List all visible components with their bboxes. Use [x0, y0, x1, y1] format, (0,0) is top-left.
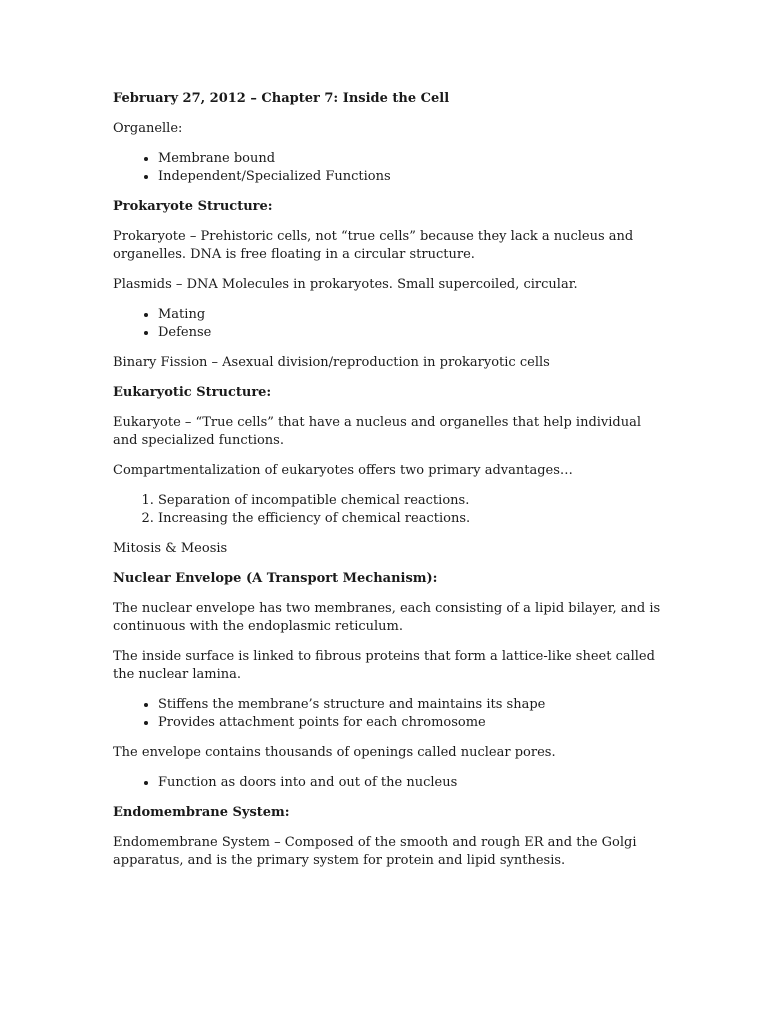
compartment-list	[113, 492, 668, 528]
nuclear-paragraph-1: The nuclear envelope has two membranes, each consisting of a lipid bilayer, and is continuous with the endoplasmic reticulum.	[113, 601, 661, 634]
plasmids-list	[113, 306, 668, 342]
nuclear-envelope-heading: Nuclear Envelope (A Transport Mechanism):	[113, 571, 438, 586]
prokaryote-heading: Prokaryote Structure:	[113, 199, 273, 214]
list-item: • Function as doors into and out of the nucleus	[158, 774, 668, 792]
list-item: • Mating	[158, 306, 668, 324]
organelle-label: Organelle:	[113, 121, 183, 136]
list-item: • Independent/Specialized Functions	[158, 168, 668, 186]
pores-paragraph: The envelope contains thousands of openings called nuclear pores.	[113, 745, 556, 760]
nuclear-paragraph-2: The inside surface is linked to fibrous proteins that form a lattice-like sheet called the nuclear lamina.	[113, 649, 655, 682]
list-item: • Membrane bound	[158, 150, 668, 168]
organelle-list	[113, 150, 668, 186]
eukaryotic-heading: Eukaryotic Structure:	[113, 385, 272, 400]
document-title: February 27, 2012 – Chapter 7: Inside the Cell	[113, 91, 450, 106]
prokaryote-definition: Prokaryote – Prehistoric cells, not “true cells” because they lack a nucleus and organelles. DNA is free floating in a circular structure.	[113, 229, 634, 262]
endomembrane-heading: Endomembrane System:	[113, 805, 290, 820]
mitosis-line: Mitosis & Meosis	[113, 541, 228, 556]
list-item: 2. Increasing the efficiency of chemical reactions.	[158, 510, 668, 528]
endomembrane-definition: Endomembrane System – Composed of the smooth and rough ER and the Golgi apparatus, and is the primary system for protein and lipid synthesis.	[113, 835, 637, 868]
eukaryote-definition: Eukaryote – “True cells” that have a nucleus and organelles that help individual and specialized functions.	[113, 415, 642, 448]
list-item: • Defense	[158, 324, 668, 342]
list-item: • Provides attachment points for each chromosome	[158, 714, 668, 732]
list-item: • Stiffens the membrane’s structure and maintains its shape	[158, 696, 668, 714]
compartment-intro: Compartmentalization of eukaryotes offers two primary advantages…	[113, 463, 573, 478]
binary-fission-definition: Binary Fission – Asexual division/reproduction in prokaryotic cells	[113, 355, 550, 370]
plasmids-definition: Plasmids – DNA Molecules in prokaryotes. Small supercoiled, circular.	[113, 277, 578, 292]
pores-list	[113, 774, 668, 792]
list-item: 1. Separation of incompatible chemical reactions.	[158, 492, 668, 510]
lamina-list	[113, 696, 668, 732]
